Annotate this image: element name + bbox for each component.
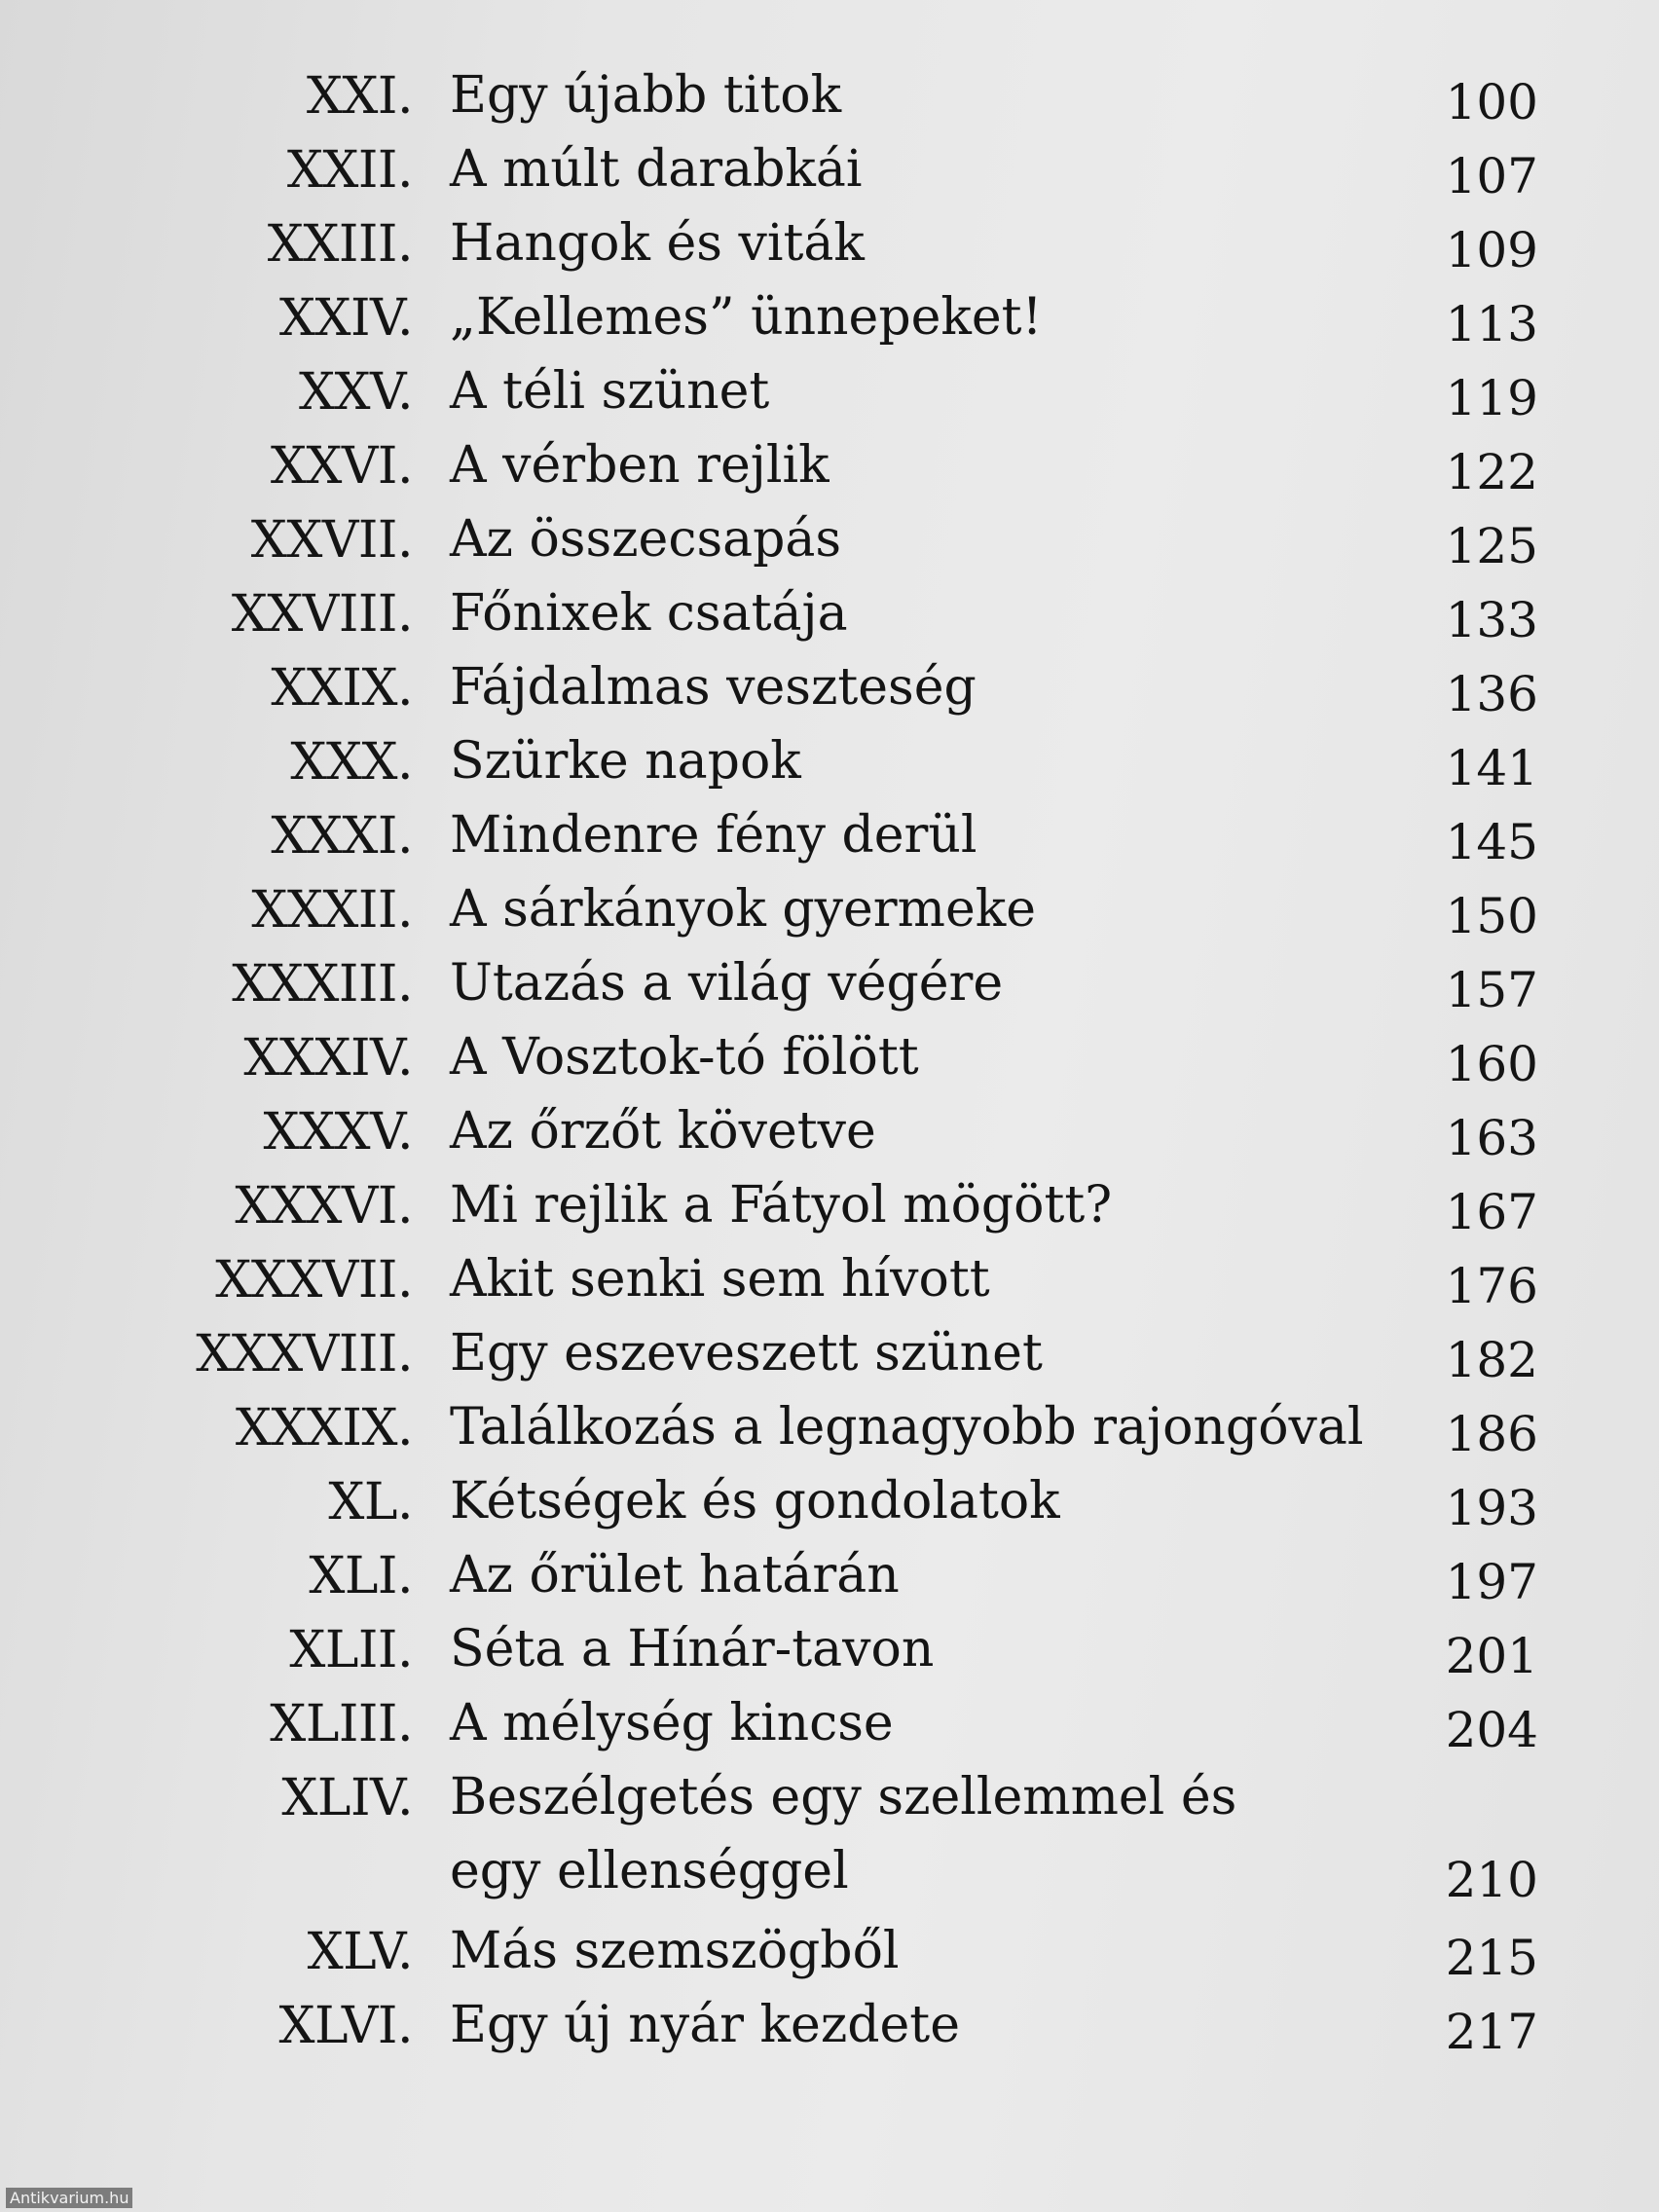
chapter-title: Az őrület határán: [450, 1546, 900, 1604]
toc-entry: [0, 1760, 1659, 1912]
chapter-page-number: 122: [1445, 444, 1538, 500]
toc-entry: [0, 946, 1659, 1022]
chapter-page-number: 107: [1445, 148, 1538, 204]
chapter-title: Fájdalmas veszteség: [450, 658, 977, 717]
chapter-title: Egy újabb titok: [450, 66, 842, 125]
chapter-page-number: 157: [1445, 962, 1538, 1018]
chapter-numeral: XXXIII.: [232, 955, 413, 1014]
chapter-numeral: XXIII.: [267, 215, 413, 274]
toc-entry: [0, 872, 1659, 948]
chapter-title: Séta a Hínár-tavon: [450, 1620, 935, 1678]
toc-entry: [0, 1094, 1659, 1170]
chapter-page-number: 141: [1445, 740, 1538, 796]
chapter-title: A múlt darabkái: [450, 140, 863, 199]
toc-entry: [0, 280, 1659, 356]
chapter-numeral: XXXVIII.: [196, 1325, 413, 1383]
toc-entry: [0, 798, 1659, 874]
chapter-title: Akit senki sem hívott: [450, 1250, 990, 1309]
toc-entry: [0, 1686, 1659, 1762]
chapter-page-number: 163: [1445, 1110, 1538, 1166]
chapter-title: A sárkányok gyermeke: [450, 880, 1037, 939]
chapter-title: Találkozás a legnagyobb rajongóval: [450, 1398, 1364, 1456]
chapter-title: Az őrzőt követve: [450, 1102, 876, 1161]
toc-entry: [0, 354, 1659, 430]
chapter-numeral: XXXVI.: [235, 1177, 413, 1235]
chapter-numeral: XXXIV.: [243, 1029, 413, 1088]
toc-entry: [0, 1390, 1659, 1466]
chapter-numeral: XXXV.: [263, 1103, 413, 1161]
chapter-title: Az összecsapás: [450, 510, 842, 569]
chapter-page-number: 145: [1445, 814, 1538, 870]
chapter-title: A Vosztok-tó fölött: [450, 1028, 919, 1087]
toc-entry: [0, 650, 1659, 726]
chapter-numeral: XXVIII.: [231, 585, 413, 644]
chapter-page-number: 182: [1445, 1332, 1538, 1388]
chapter-numeral: XXXII.: [251, 881, 413, 940]
chapter-numeral: XLV.: [307, 1923, 413, 1981]
chapter-page-number: 136: [1445, 666, 1538, 722]
chapter-title: Utazás a világ végére: [450, 954, 1004, 1013]
chapter-numeral: XXVII.: [250, 511, 413, 570]
chapter-page-number: 215: [1445, 1930, 1538, 1986]
chapter-page-number: 160: [1445, 1036, 1538, 1092]
chapter-title: Egy új nyár kezdete: [450, 1996, 960, 2054]
toc-entry: [0, 428, 1659, 504]
toc-entry: [0, 1168, 1659, 1244]
toc-entry: [0, 1464, 1659, 1540]
chapter-title: Hangok és viták: [450, 214, 865, 273]
chapter-page-number: 201: [1445, 1628, 1538, 1684]
chapter-page-number: 167: [1445, 1184, 1538, 1240]
chapter-title: A mélység kincse: [450, 1694, 894, 1752]
chapter-title: Beszélgetés egy szellemmel és egy ellenséggel: [450, 1768, 1237, 1900]
chapter-title: Mi rejlik a Fátyol mögött?: [450, 1176, 1113, 1235]
chapter-title: „Kellemes” ünnepeket!: [450, 288, 1043, 347]
chapter-numeral: XLVI.: [278, 1997, 413, 2055]
chapter-page-number: 176: [1445, 1258, 1538, 1314]
chapter-numeral: XXV.: [298, 363, 413, 422]
toc-entry: [0, 1538, 1659, 1614]
chapter-numeral: XXX.: [290, 733, 413, 792]
chapter-numeral: XLI.: [309, 1547, 413, 1605]
toc-entry: [0, 724, 1659, 800]
chapter-numeral: XXXIX.: [235, 1399, 413, 1457]
chapter-page-number: 100: [1445, 74, 1538, 130]
chapter-numeral: XXIX.: [271, 659, 413, 718]
chapter-numeral: XXIV.: [278, 289, 413, 348]
chapter-numeral: XXXI.: [271, 807, 413, 866]
toc-entry: [0, 206, 1659, 282]
chapter-numeral: XL.: [328, 1473, 413, 1531]
toc-entry: [0, 1316, 1659, 1392]
toc-entry: [0, 58, 1659, 134]
chapter-title: A téli szünet: [450, 362, 770, 421]
chapter-page-number: 119: [1445, 370, 1538, 426]
chapter-numeral: XXVI.: [270, 437, 413, 496]
chapter-numeral: XLIII.: [270, 1695, 413, 1753]
chapter-page-number: 109: [1445, 222, 1538, 278]
chapter-page-number: 113: [1445, 296, 1538, 352]
chapter-page-number: 193: [1445, 1480, 1538, 1536]
chapter-page-number: 150: [1445, 888, 1538, 944]
toc-entry: [0, 1020, 1659, 1096]
chapter-title: Más szemszögből: [450, 1922, 900, 1980]
toc-entry: [0, 1242, 1659, 1318]
toc-entry: [0, 502, 1659, 578]
chapter-numeral: XXXVII.: [215, 1251, 413, 1309]
chapter-page-number: 133: [1445, 592, 1538, 648]
chapter-title: Egy eszeveszett szünet: [450, 1324, 1043, 1382]
chapter-title: Kétségek és gondolatok: [450, 1472, 1060, 1530]
chapter-numeral: XLII.: [289, 1621, 413, 1679]
chapter-numeral: XXII.: [286, 141, 413, 200]
chapter-page-number: 204: [1445, 1702, 1538, 1758]
toc-entry: [0, 1914, 1659, 1990]
chapter-page-number: 210: [1445, 1852, 1538, 1908]
toc-entry: [0, 132, 1659, 208]
toc-entry: [0, 576, 1659, 652]
chapter-page-number: 217: [1445, 2004, 1538, 2060]
chapter-numeral: XXI.: [306, 67, 413, 126]
chapter-page-number: 125: [1445, 518, 1538, 574]
chapter-title: Mindenre fény derül: [450, 806, 977, 865]
toc-entry: [0, 1988, 1659, 2064]
chapter-page-number: 186: [1445, 1406, 1538, 1462]
chapter-title: Szürke napok: [450, 732, 801, 791]
watermark: Antikvarium.hu: [6, 2188, 132, 2208]
toc-entry: [0, 1612, 1659, 1688]
chapter-page-number: 197: [1445, 1554, 1538, 1610]
chapter-numeral: XLIV.: [281, 1769, 413, 1827]
chapter-title: Főnixek csatája: [450, 584, 848, 643]
chapter-title: A vérben rejlik: [450, 436, 830, 495]
